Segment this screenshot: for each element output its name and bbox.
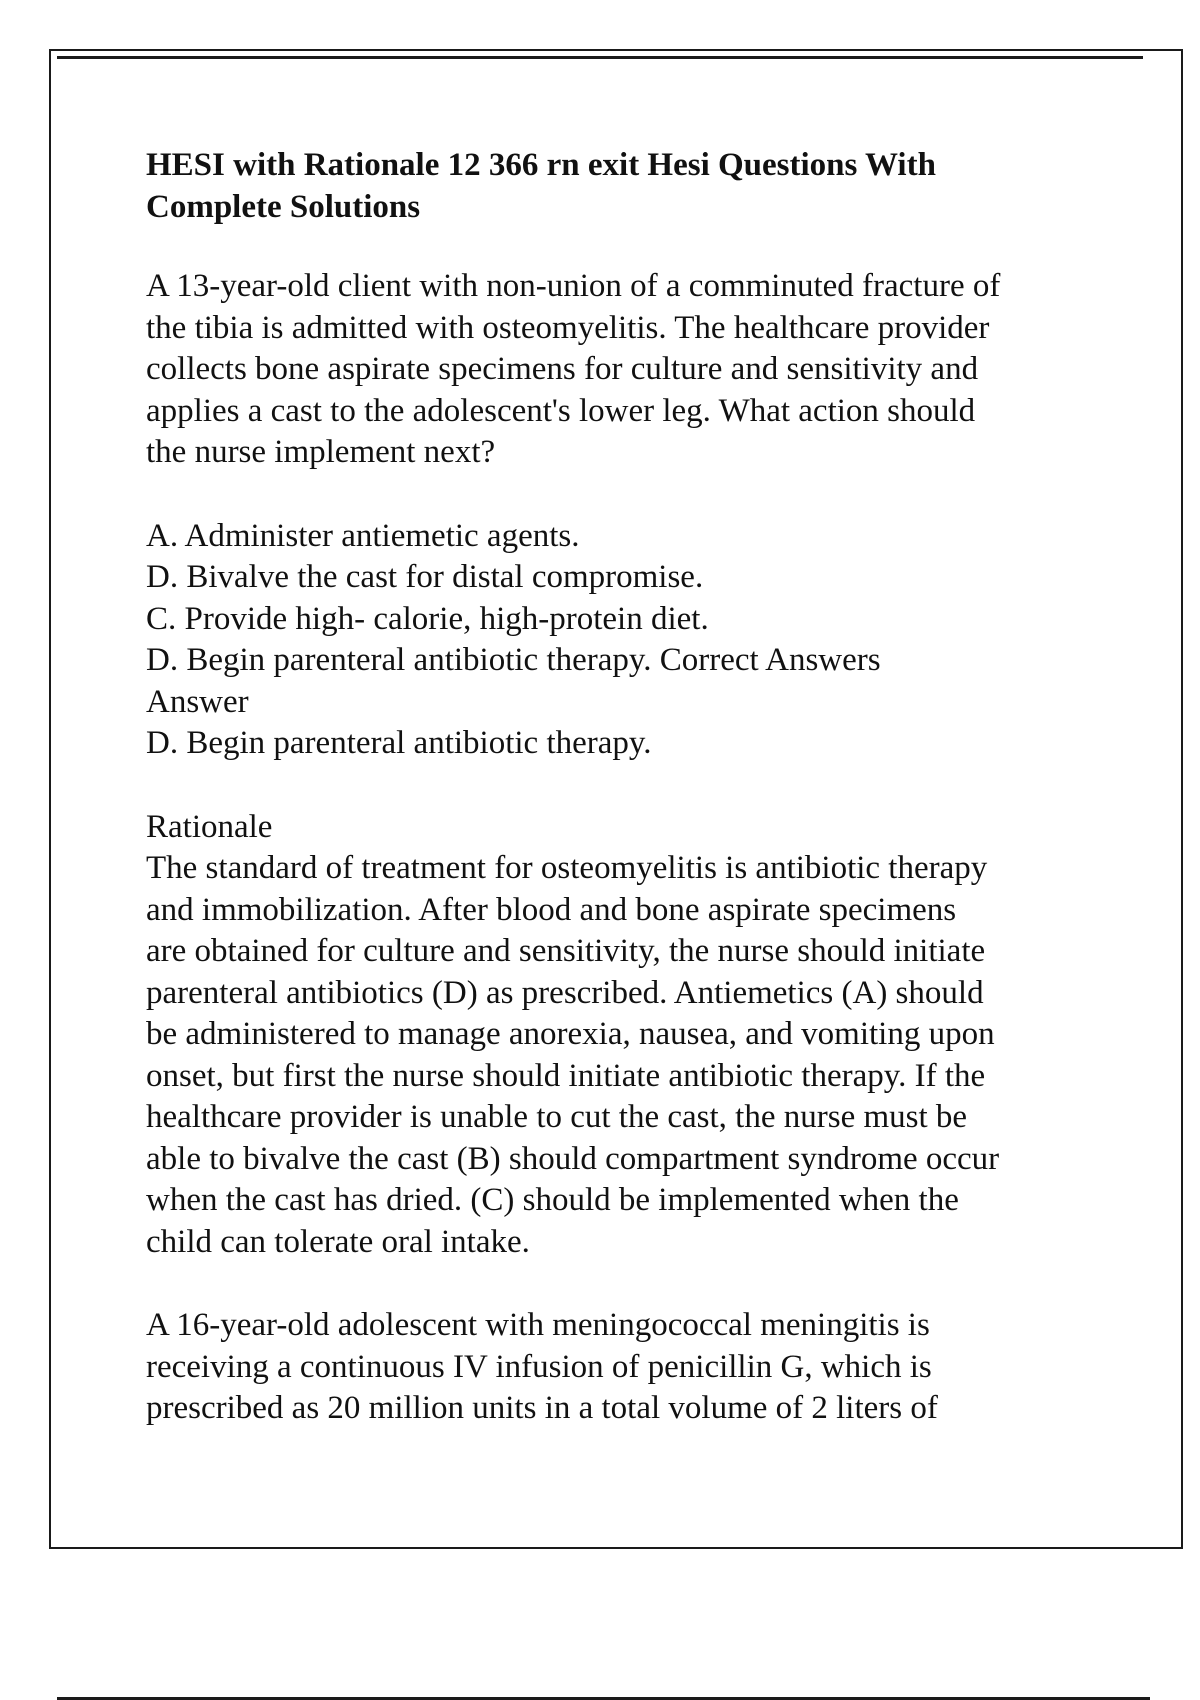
question-1-stem — [146, 266, 1106, 474]
rationale-line: and immobilization. After blood and bone aspirate specimens — [146, 891, 957, 928]
rationale-heading: Rationale — [146, 808, 273, 845]
question-2-stem — [146, 1305, 1106, 1430]
rationale-line: are obtained for culture and sensitivity, the nurse should initiate — [146, 933, 986, 969]
correct-answer: D. Begin parenteral antibiotic therapy. — [146, 725, 652, 761]
stem-line: receiving a continuous IV infusion of penicillin G, which is — [146, 1348, 932, 1385]
rationale-line: onset, but first the nurse should initiate antibiotic therapy. If the — [146, 1057, 986, 1094]
stem-line: collects bone aspirate specimens for culture and sensitivity and — [146, 351, 979, 387]
stem-line: applies a cast to the adolescent's lower leg. What action should — [146, 392, 976, 429]
rationale-line: parenteral antibiotics (D) as prescribed. Antiemetics (A) should — [146, 974, 984, 1011]
option-d: D. Begin parenteral antibiotic therapy. Correct Answers — [146, 642, 881, 678]
option-a: A. Administer antiemetic agents. — [146, 517, 580, 554]
rationale-line: able to bivalve the cast (B) should compartment syndrome occur — [146, 1140, 1000, 1177]
option-b: D. Bivalve the cast for distal compromise. — [146, 559, 704, 595]
rationale-line: healthcare provider is unable to cut the cast, the nurse must be — [146, 1099, 968, 1135]
rationale-line: be administered to manage anorexia, nausea, and vomiting upon — [146, 1016, 995, 1052]
question-1-rationale — [146, 807, 1106, 1264]
stem-line: prescribed as 20 million units in a total volume of 2 liters of — [146, 1390, 938, 1426]
stem-line: the tibia is admitted with osteomyelitis. The healthcare provider — [146, 309, 990, 346]
rationale-line: child can tolerate oral intake. — [146, 1223, 530, 1260]
stem-line: A 13-year-old client with non-union of a comminuted fracture of — [146, 268, 1001, 304]
rationale-line: The standard of treatment for osteomyelitis is antibiotic therapy — [146, 850, 988, 886]
answer-label: Answer — [146, 683, 249, 720]
title-line: HESI with Rationale 12 366 rn exit Hesi Questions With — [146, 147, 936, 183]
stem-line: A 16-year-old adolescent with meningococcal meningitis is — [146, 1307, 930, 1343]
question-1-options — [146, 516, 1106, 765]
document-title — [146, 144, 1106, 228]
title-line: Complete Solutions — [146, 189, 421, 225]
option-c: C. Provide high- calorie, high-protein diet. — [146, 600, 709, 637]
rationale-line: when the cast has dried. (C) should be implemented when the — [146, 1182, 959, 1218]
stem-line: the nurse implement next? — [146, 434, 496, 470]
document-body — [146, 144, 1106, 1472]
header-rule — [57, 56, 1143, 59]
